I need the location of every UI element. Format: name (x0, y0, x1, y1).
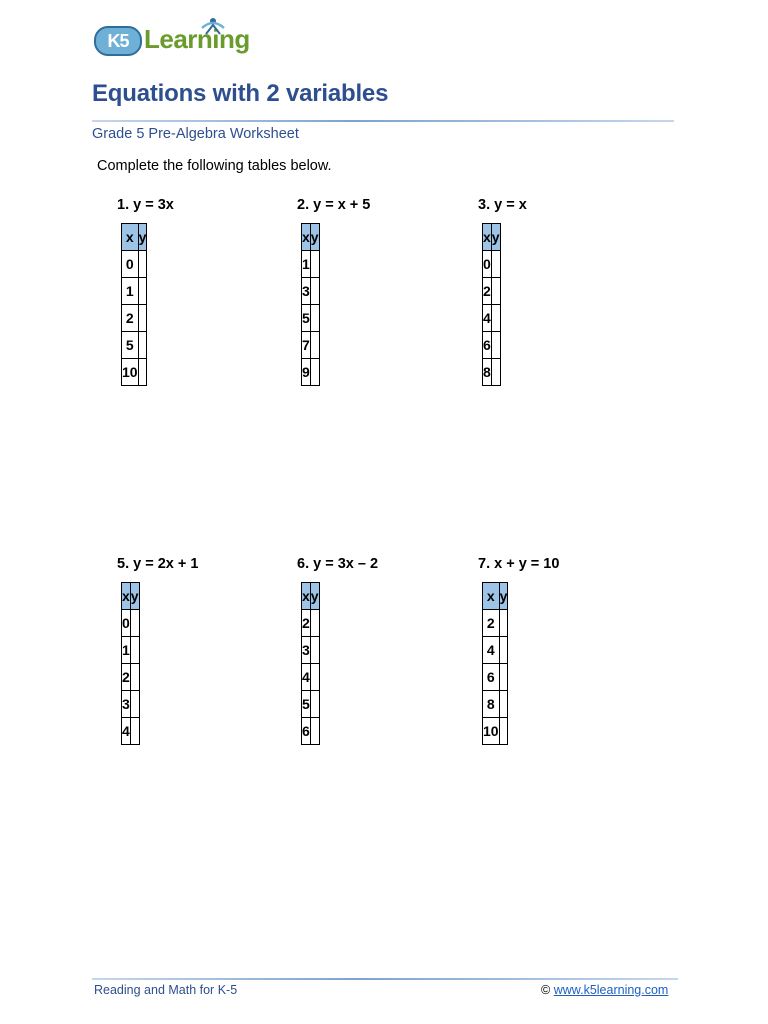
x-value-cell: 0 (122, 251, 139, 278)
y-answer-cell[interactable] (499, 637, 508, 664)
y-answer-cell[interactable] (310, 610, 319, 637)
x-value-cell: 4 (483, 637, 500, 664)
y-answer-cell[interactable] (491, 332, 500, 359)
x-value-cell: 4 (122, 718, 131, 745)
k5learning-link[interactable]: www.k5learning.com (553, 983, 669, 997)
y-answer-cell[interactable] (499, 610, 508, 637)
y-answer-cell[interactable] (310, 718, 319, 745)
x-value-cell: 6 (483, 664, 500, 691)
x-value-cell: 0 (483, 251, 492, 278)
column-header-x: x (302, 583, 311, 610)
y-answer-cell[interactable] (310, 305, 319, 332)
y-answer-cell[interactable] (491, 305, 500, 332)
table-row (302, 332, 320, 359)
y-answer-cell[interactable] (491, 251, 500, 278)
column-header-y: y (491, 224, 500, 251)
y-answer-cell[interactable] (130, 664, 139, 691)
xy-table (482, 582, 508, 745)
table-row (122, 691, 140, 718)
x-value-cell: 2 (302, 610, 311, 637)
y-answer-cell[interactable] (310, 691, 319, 718)
y-answer-cell[interactable] (310, 359, 319, 386)
column-header-x: x (122, 583, 131, 610)
column-header-y: y (310, 224, 319, 251)
xy-table (482, 223, 501, 386)
y-answer-cell[interactable] (130, 637, 139, 664)
column-header-y: y (310, 583, 319, 610)
table-row (122, 610, 140, 637)
column-header-x: x (483, 224, 492, 251)
xy-table (121, 223, 147, 386)
page-title: Equations with 2 variables (92, 80, 389, 107)
table-row (483, 278, 501, 305)
x-value-cell: 1 (122, 278, 139, 305)
x-value-cell: 5 (122, 332, 139, 359)
footer-tagline: Reading and Math for K-5 (94, 983, 238, 997)
x-value-cell: 3 (302, 637, 311, 664)
table-row (122, 251, 147, 278)
y-answer-cell[interactable] (310, 278, 319, 305)
y-answer-cell[interactable] (310, 332, 319, 359)
x-value-cell: 6 (483, 332, 492, 359)
x-value-cell: 10 (122, 359, 139, 386)
table-row (483, 718, 508, 745)
column-header-y: y (499, 583, 508, 610)
footer-copyright (541, 983, 668, 997)
y-answer-cell[interactable] (310, 251, 319, 278)
table-header-row (122, 583, 140, 610)
header-divider (92, 120, 674, 122)
x-value-cell: 2 (483, 610, 500, 637)
footer-divider (92, 978, 678, 980)
x-value-cell: 7 (302, 332, 311, 359)
copyright-symbol: © (541, 983, 551, 997)
column-header-x: x (122, 224, 139, 251)
table-row (483, 610, 508, 637)
y-answer-cell[interactable] (130, 691, 139, 718)
problem-equation: 6. y = 3x – 2 (297, 556, 379, 572)
k5-learning-logo (94, 16, 264, 60)
problem-equation: 2. y = x + 5 (297, 197, 371, 213)
x-value-cell: 1 (122, 637, 131, 664)
table-row (483, 251, 501, 278)
y-answer-cell[interactable] (138, 359, 147, 386)
table-row (122, 718, 140, 745)
x-value-cell: 2 (483, 278, 492, 305)
y-answer-cell[interactable] (310, 637, 319, 664)
problem-equation: 3. y = x (478, 197, 527, 213)
table-row (483, 305, 501, 332)
y-answer-cell[interactable] (138, 332, 147, 359)
table-header-row (302, 224, 320, 251)
y-answer-cell[interactable] (138, 251, 147, 278)
table-row (302, 691, 320, 718)
xy-table (121, 582, 140, 745)
xy-table (301, 582, 320, 745)
xy-table (301, 223, 320, 386)
x-value-cell: 4 (302, 664, 311, 691)
table-row (122, 278, 147, 305)
problem-equation: 1. y = 3x (117, 197, 174, 213)
x-value-cell: 8 (483, 691, 500, 718)
table-row (302, 305, 320, 332)
column-header-y: y (130, 583, 139, 610)
column-header-x: x (302, 224, 311, 251)
table-row (302, 359, 320, 386)
problem-equation: 7. x + y = 10 (478, 556, 560, 572)
x-value-cell: 3 (302, 278, 311, 305)
table-row (483, 332, 501, 359)
x-value-cell: 10 (483, 718, 500, 745)
x-value-cell: 5 (302, 691, 311, 718)
logo-word: Learning (144, 24, 250, 54)
table-header-row (483, 224, 501, 251)
y-answer-cell[interactable] (491, 359, 500, 386)
table-row (483, 359, 501, 386)
y-answer-cell[interactable] (499, 664, 508, 691)
table-row (302, 718, 320, 745)
x-value-cell: 1 (302, 251, 311, 278)
instructions: Complete the following tables below. (97, 158, 332, 174)
y-answer-cell[interactable] (130, 610, 139, 637)
x-value-cell: 4 (483, 305, 492, 332)
table-row (302, 278, 320, 305)
x-value-cell: 8 (483, 359, 492, 386)
table-row (122, 637, 140, 664)
table-row (302, 610, 320, 637)
table-row (483, 691, 508, 718)
x-value-cell: 5 (302, 305, 311, 332)
x-value-cell: 3 (122, 691, 131, 718)
y-answer-cell[interactable] (499, 718, 508, 745)
table-row (483, 637, 508, 664)
x-value-cell: 2 (122, 664, 131, 691)
y-answer-cell[interactable] (138, 278, 147, 305)
y-answer-cell[interactable] (491, 278, 500, 305)
table-row (122, 359, 147, 386)
logo-figure-icon (196, 16, 230, 36)
x-value-cell: 9 (302, 359, 311, 386)
table-header-row (483, 583, 508, 610)
problem-equation: 5. y = 2x + 1 (117, 556, 199, 572)
logo-badge: K5 (94, 26, 142, 56)
y-answer-cell[interactable] (310, 664, 319, 691)
x-value-cell: 2 (122, 305, 139, 332)
worksheet-subtitle: Grade 5 Pre-Algebra Worksheet (92, 126, 299, 142)
table-header-row (122, 224, 147, 251)
table-row (483, 664, 508, 691)
table-row (122, 332, 147, 359)
column-header-x: x (483, 583, 500, 610)
table-row (302, 251, 320, 278)
y-answer-cell[interactable] (499, 691, 508, 718)
table-row (122, 305, 147, 332)
table-header-row (302, 583, 320, 610)
x-value-cell: 6 (302, 718, 311, 745)
table-row (302, 664, 320, 691)
table-row (302, 637, 320, 664)
x-value-cell: 0 (122, 610, 131, 637)
column-header-y: y (138, 224, 147, 251)
table-row (122, 664, 140, 691)
y-answer-cell[interactable] (138, 305, 147, 332)
y-answer-cell[interactable] (130, 718, 139, 745)
